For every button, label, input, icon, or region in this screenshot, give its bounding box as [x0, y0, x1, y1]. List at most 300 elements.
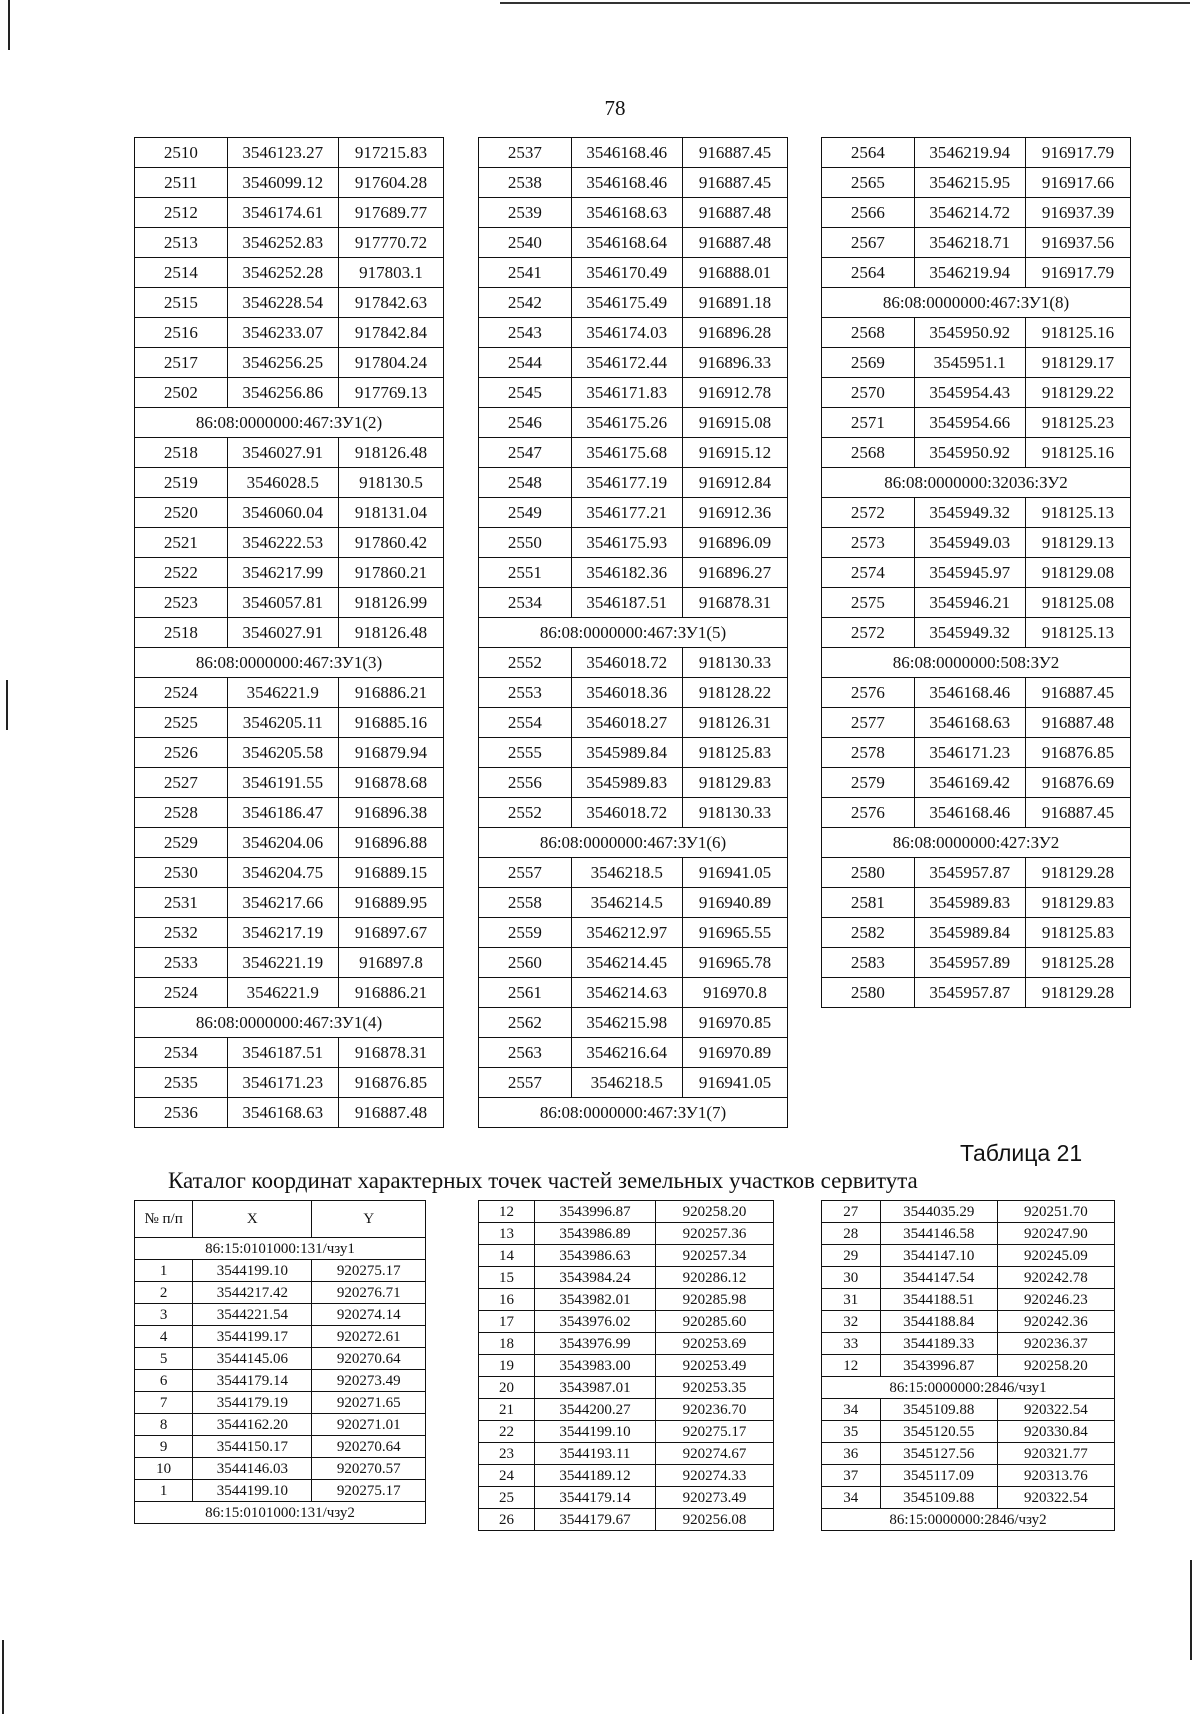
coordinate-row	[479, 1487, 774, 1509]
point-number: 2524	[135, 978, 228, 1008]
coordinate-row	[479, 858, 788, 888]
coordinate-row	[135, 168, 444, 198]
y-coordinate: 916878.31	[682, 588, 787, 618]
y-coordinate: 920285.60	[655, 1311, 773, 1333]
coordinate-row	[479, 1223, 774, 1245]
y-coordinate: 920285.98	[655, 1289, 773, 1311]
coordinate-row	[479, 1267, 774, 1289]
x-coordinate: 3546218.5	[571, 1068, 682, 1098]
point-number: 34	[822, 1487, 881, 1509]
coordinate-row	[479, 168, 788, 198]
parcel-id: 86:08:0000000:467:ЗУ1(3)	[135, 648, 444, 678]
parcel-header-row	[479, 828, 788, 858]
x-coordinate: 3546171.23	[227, 1068, 338, 1098]
margin-line	[1190, 1560, 1192, 1660]
coordinate-row	[479, 1421, 774, 1443]
y-coordinate: 916917.79	[1025, 138, 1130, 168]
point-number: 2564	[822, 258, 915, 288]
coordinate-row	[135, 1370, 426, 1392]
x-coordinate: 3544145.06	[193, 1348, 312, 1370]
coordinate-row	[135, 438, 444, 468]
y-coordinate: 916876.85	[1025, 738, 1130, 768]
x-coordinate: 3546214.5	[571, 888, 682, 918]
point-number: 2539	[479, 198, 572, 228]
point-number: 2575	[822, 588, 915, 618]
y-coordinate: 917804.24	[338, 348, 443, 378]
parcel-header-row	[135, 1008, 444, 1038]
x-coordinate: 3546222.53	[227, 528, 338, 558]
y-coordinate: 916965.78	[682, 948, 787, 978]
x-coordinate: 3545127.56	[880, 1443, 997, 1465]
y-coordinate: 918125.08	[1025, 588, 1130, 618]
point-number: 2536	[135, 1098, 228, 1128]
x-coordinate: 3544217.42	[193, 1282, 312, 1304]
parcel-id: 86:15:0000000:2846/чзу2	[822, 1509, 1115, 1531]
point-number: 27	[822, 1201, 881, 1223]
x-coordinate: 3543976.99	[535, 1333, 656, 1355]
point-number: 2561	[479, 978, 572, 1008]
x-coordinate: 3545109.88	[880, 1399, 997, 1421]
point-number: 2579	[822, 768, 915, 798]
coordinate-row	[135, 738, 444, 768]
x-coordinate: 3546221.9	[227, 678, 338, 708]
x-coordinate: 3546168.64	[571, 228, 682, 258]
point-number: 2534	[479, 588, 572, 618]
y-coordinate: 920256.08	[655, 1509, 773, 1531]
x-coordinate: 3546123.27	[227, 138, 338, 168]
point-number: 2533	[135, 948, 228, 978]
point-number: 10	[135, 1458, 193, 1480]
coordinate-row	[479, 1465, 774, 1487]
y-coordinate: 920253.35	[655, 1377, 773, 1399]
x-coordinate: 3546018.72	[571, 648, 682, 678]
coordinate-row	[479, 768, 788, 798]
y-coordinate: 918126.31	[682, 708, 787, 738]
point-number: 2528	[135, 798, 228, 828]
y-coordinate: 916915.08	[682, 408, 787, 438]
point-number: 2534	[135, 1038, 228, 1068]
point-number: 2556	[479, 768, 572, 798]
y-coordinate: 916876.85	[338, 1068, 443, 1098]
point-number: 2576	[822, 798, 915, 828]
point-number: 2558	[479, 888, 572, 918]
y-coordinate: 918129.28	[1025, 978, 1130, 1008]
x-coordinate: 3546204.06	[227, 828, 338, 858]
parcel-id: 86:08:0000000:32036:ЗУ2	[822, 468, 1131, 498]
coordinate-row	[479, 798, 788, 828]
coords-table-3	[821, 137, 1131, 1008]
parcel-header-row	[822, 828, 1131, 858]
x-coordinate: 3545949.32	[914, 498, 1025, 528]
x-coordinate: 3546168.46	[914, 798, 1025, 828]
y-coordinate: 916941.05	[682, 858, 787, 888]
point-number: 2502	[135, 378, 228, 408]
point-number: 35	[822, 1421, 881, 1443]
coordinate-row	[822, 588, 1131, 618]
y-coordinate: 916917.79	[1025, 258, 1130, 288]
coordinate-row	[135, 138, 444, 168]
x-coordinate: 3544200.27	[535, 1399, 656, 1421]
coordinate-row	[479, 1289, 774, 1311]
x-coordinate: 3546228.54	[227, 288, 338, 318]
coordinate-row	[135, 1458, 426, 1480]
y-coordinate: 918129.17	[1025, 348, 1130, 378]
x-coordinate: 3546187.51	[227, 1038, 338, 1068]
coordinate-row	[822, 978, 1131, 1008]
x-coordinate: 3545989.84	[571, 738, 682, 768]
x-coordinate: 3546205.11	[227, 708, 338, 738]
parcel-header-row	[822, 1509, 1115, 1531]
point-number: 2582	[822, 918, 915, 948]
x-coordinate: 3546171.23	[914, 738, 1025, 768]
point-number: 2544	[479, 348, 572, 378]
coordinate-row	[822, 528, 1131, 558]
y-coordinate: 920286.12	[655, 1267, 773, 1289]
coordinate-row	[479, 1355, 774, 1377]
point-number: 2513	[135, 228, 228, 258]
x-coordinate: 3546214.63	[571, 978, 682, 1008]
point-number: 2565	[822, 168, 915, 198]
point-number: 2	[135, 1282, 193, 1304]
coordinate-row	[135, 498, 444, 528]
coordinate-row	[479, 138, 788, 168]
point-number: 2570	[822, 378, 915, 408]
y-coordinate: 920236.70	[655, 1399, 773, 1421]
x-coordinate: 3544162.20	[193, 1414, 312, 1436]
x-coordinate: 3546171.83	[571, 378, 682, 408]
x-coordinate: 3544146.58	[880, 1223, 997, 1245]
x-coordinate: 3546221.19	[227, 948, 338, 978]
y-coordinate: 916970.8	[682, 978, 787, 1008]
point-number: 2521	[135, 528, 228, 558]
x-coordinate: 3546028.5	[227, 468, 338, 498]
x-coordinate: 3546214.72	[914, 198, 1025, 228]
parcel-id: 86:08:0000000:467:ЗУ1(5)	[479, 618, 788, 648]
x-coordinate: 3546018.72	[571, 798, 682, 828]
x-coordinate: 3546215.98	[571, 1008, 682, 1038]
point-number: 2552	[479, 648, 572, 678]
x-coordinate: 3546212.97	[571, 918, 682, 948]
coordinate-row	[822, 1245, 1115, 1267]
y-coordinate: 916912.36	[682, 498, 787, 528]
point-number: 2520	[135, 498, 228, 528]
coordinate-row	[822, 1223, 1115, 1245]
parcel-header-row	[822, 1377, 1115, 1399]
point-number: 2547	[479, 438, 572, 468]
y-coordinate: 918129.22	[1025, 378, 1130, 408]
x-coordinate: 3546233.07	[227, 318, 338, 348]
y-coordinate: 920272.61	[312, 1326, 426, 1348]
coordinate-row	[135, 618, 444, 648]
coordinate-row	[822, 138, 1131, 168]
point-number: 29	[822, 1245, 881, 1267]
y-coordinate: 918126.99	[338, 588, 443, 618]
coordinate-row	[479, 198, 788, 228]
coordinate-row	[479, 648, 788, 678]
point-number: 2550	[479, 528, 572, 558]
point-number: 2557	[479, 858, 572, 888]
coordinate-row	[135, 468, 444, 498]
servitude-table-2	[478, 1200, 774, 1531]
y-coordinate: 916896.38	[338, 798, 443, 828]
y-coordinate: 916888.01	[682, 258, 787, 288]
point-number: 24	[479, 1465, 535, 1487]
point-number: 2514	[135, 258, 228, 288]
coordinate-row	[479, 948, 788, 978]
x-coordinate: 3546216.64	[571, 1038, 682, 1068]
x-coordinate: 3546168.46	[571, 138, 682, 168]
point-number: 2517	[135, 348, 228, 378]
y-coordinate: 918128.22	[682, 678, 787, 708]
x-coordinate: 3546256.86	[227, 378, 338, 408]
point-number: 2567	[822, 228, 915, 258]
point-number: 2571	[822, 408, 915, 438]
x-coordinate: 3546219.94	[914, 138, 1025, 168]
parcel-header-row	[135, 408, 444, 438]
x-coordinate: 3544199.10	[193, 1260, 312, 1282]
y-coordinate: 916970.85	[682, 1008, 787, 1038]
x-coordinate: 3543976.02	[535, 1311, 656, 1333]
x-coordinate: 3544179.14	[535, 1487, 656, 1509]
coordinate-row	[135, 678, 444, 708]
point-number: 2518	[135, 438, 228, 468]
x-coordinate: 3546217.19	[227, 918, 338, 948]
y-coordinate: 918126.48	[338, 618, 443, 648]
x-coordinate: 3546177.21	[571, 498, 682, 528]
point-number: 2535	[135, 1068, 228, 1098]
coordinate-row	[479, 888, 788, 918]
point-number: 2581	[822, 888, 915, 918]
header-row	[135, 1201, 426, 1238]
point-number: 32	[822, 1311, 881, 1333]
coordinate-row	[822, 198, 1131, 228]
point-number: 5	[135, 1348, 193, 1370]
coordinate-row	[822, 1201, 1115, 1223]
coordinate-row	[822, 948, 1131, 978]
coordinate-row	[822, 768, 1131, 798]
coordinate-row	[479, 498, 788, 528]
y-coordinate: 916897.8	[338, 948, 443, 978]
point-number: 2578	[822, 738, 915, 768]
y-coordinate: 918125.28	[1025, 948, 1130, 978]
y-coordinate: 916887.45	[682, 168, 787, 198]
y-coordinate: 916970.89	[682, 1038, 787, 1068]
coordinate-row	[479, 1443, 774, 1465]
parcel-id: 86:08:0000000:467:ЗУ1(8)	[822, 288, 1131, 318]
y-coordinate: 918125.16	[1025, 438, 1130, 468]
servitude-coordinate-table	[821, 1200, 1115, 1531]
parcel-id: 86:15:0101000:131/чзу1	[135, 1238, 426, 1260]
point-number: 2527	[135, 768, 228, 798]
column-header-number: № п/п	[135, 1201, 193, 1238]
x-coordinate: 3545989.84	[914, 918, 1025, 948]
point-number: 30	[822, 1267, 881, 1289]
point-number: 23	[479, 1443, 535, 1465]
x-coordinate: 3544179.67	[535, 1509, 656, 1531]
coordinate-row	[822, 1443, 1115, 1465]
coordinate-row	[135, 888, 444, 918]
coordinate-row	[479, 558, 788, 588]
coordinate-row	[479, 468, 788, 498]
x-coordinate: 3544147.54	[880, 1267, 997, 1289]
x-coordinate: 3546168.63	[227, 1098, 338, 1128]
point-number: 36	[822, 1443, 881, 1465]
coordinate-row	[135, 1282, 426, 1304]
x-coordinate: 3543982.01	[535, 1289, 656, 1311]
coordinate-row	[135, 348, 444, 378]
coordinate-row	[822, 1267, 1115, 1289]
coordinate-row	[822, 378, 1131, 408]
y-coordinate: 917860.21	[338, 558, 443, 588]
point-number: 34	[822, 1399, 881, 1421]
x-coordinate: 3546174.61	[227, 198, 338, 228]
coordinate-row	[135, 1414, 426, 1436]
y-coordinate: 920246.23	[997, 1289, 1114, 1311]
parcel-id: 86:08:0000000:467:ЗУ1(4)	[135, 1008, 444, 1038]
coordinate-row	[135, 198, 444, 228]
point-number: 2537	[479, 138, 572, 168]
x-coordinate: 3546217.99	[227, 558, 338, 588]
point-number: 2562	[479, 1008, 572, 1038]
coordinate-row	[479, 1245, 774, 1267]
x-coordinate: 3546205.58	[227, 738, 338, 768]
y-coordinate: 916917.66	[1025, 168, 1130, 198]
coordinate-row	[822, 918, 1131, 948]
parcel-id: 86:15:0101000:131/чзу2	[135, 1502, 426, 1524]
parcel-id: 86:15:0000000:2846/чзу1	[822, 1377, 1115, 1399]
coordinate-row	[135, 828, 444, 858]
point-number: 2545	[479, 378, 572, 408]
point-number: 12	[479, 1201, 535, 1223]
y-coordinate: 920274.67	[655, 1443, 773, 1465]
y-coordinate: 920257.34	[655, 1245, 773, 1267]
coordinate-row	[479, 1201, 774, 1223]
coordinate-row	[479, 918, 788, 948]
coordinate-row	[822, 1487, 1115, 1509]
x-coordinate: 3545950.92	[914, 438, 1025, 468]
y-coordinate: 920275.17	[312, 1260, 426, 1282]
y-coordinate: 916886.21	[338, 978, 443, 1008]
x-coordinate: 3546214.45	[571, 948, 682, 978]
x-coordinate: 3546218.5	[571, 858, 682, 888]
parcel-id: 86:08:0000000:467:ЗУ1(6)	[479, 828, 788, 858]
point-number: 2580	[822, 978, 915, 1008]
point-number: 2572	[822, 618, 915, 648]
y-coordinate: 916876.69	[1025, 768, 1130, 798]
x-coordinate: 3545120.55	[880, 1421, 997, 1443]
coords-table-1	[134, 137, 444, 1128]
coordinate-row	[479, 528, 788, 558]
point-number: 2510	[135, 138, 228, 168]
x-coordinate: 3546182.36	[571, 558, 682, 588]
point-number: 2569	[822, 348, 915, 378]
y-coordinate: 918129.13	[1025, 528, 1130, 558]
coordinate-row	[479, 258, 788, 288]
y-coordinate: 920257.36	[655, 1223, 773, 1245]
x-coordinate: 3545957.87	[914, 978, 1025, 1008]
y-coordinate: 920275.17	[312, 1480, 426, 1502]
y-coordinate: 920236.37	[997, 1333, 1114, 1355]
point-number: 18	[479, 1333, 535, 1355]
y-coordinate: 917842.63	[338, 288, 443, 318]
x-coordinate: 3546175.49	[571, 288, 682, 318]
point-number: 2523	[135, 588, 228, 618]
y-coordinate: 916886.21	[338, 678, 443, 708]
point-number: 2576	[822, 678, 915, 708]
coordinate-row	[135, 708, 444, 738]
coordinate-row	[479, 348, 788, 378]
coordinate-row	[135, 558, 444, 588]
coordinate-row	[479, 1311, 774, 1333]
catalog-title: Каталог координат характерных точек частей земельных участков сервитута	[168, 1168, 918, 1193]
coordinate-row	[822, 348, 1131, 378]
x-coordinate: 3546027.91	[227, 618, 338, 648]
point-number: 2572	[822, 498, 915, 528]
x-coordinate: 3546252.28	[227, 258, 338, 288]
coordinate-table	[134, 137, 444, 1128]
parcel-id: 86:08:0000000:427:ЗУ2	[822, 828, 1131, 858]
x-coordinate: 3546219.94	[914, 258, 1025, 288]
y-coordinate: 916915.12	[682, 438, 787, 468]
coordinate-row	[135, 1304, 426, 1326]
column-header-y: Y	[312, 1201, 426, 1238]
x-coordinate: 3546186.47	[227, 798, 338, 828]
point-number: 2574	[822, 558, 915, 588]
y-coordinate: 916937.56	[1025, 228, 1130, 258]
x-coordinate: 3545117.09	[880, 1465, 997, 1487]
y-coordinate: 918126.48	[338, 438, 443, 468]
x-coordinate: 3544199.10	[193, 1480, 312, 1502]
y-coordinate: 916891.18	[682, 288, 787, 318]
point-number: 2524	[135, 678, 228, 708]
point-number: 2557	[479, 1068, 572, 1098]
y-coordinate: 920273.49	[655, 1487, 773, 1509]
point-number: 2515	[135, 288, 228, 318]
x-coordinate: 3543986.63	[535, 1245, 656, 1267]
y-coordinate: 916896.33	[682, 348, 787, 378]
margin-line	[2, 1640, 4, 1714]
y-coordinate: 920321.77	[997, 1443, 1114, 1465]
y-coordinate: 916887.45	[682, 138, 787, 168]
point-number: 9	[135, 1436, 193, 1458]
point-number: 2529	[135, 828, 228, 858]
point-number: 37	[822, 1465, 881, 1487]
y-coordinate: 917215.83	[338, 138, 443, 168]
y-coordinate: 920247.90	[997, 1223, 1114, 1245]
coordinate-row	[822, 708, 1131, 738]
y-coordinate: 917604.28	[338, 168, 443, 198]
y-coordinate: 916896.27	[682, 558, 787, 588]
x-coordinate: 3544150.17	[193, 1436, 312, 1458]
x-coordinate: 3546175.26	[571, 408, 682, 438]
y-coordinate: 916896.09	[682, 528, 787, 558]
point-number: 2560	[479, 948, 572, 978]
coordinate-row	[479, 678, 788, 708]
x-coordinate: 3545951.1	[914, 348, 1025, 378]
servitude-coordinate-table	[134, 1200, 426, 1524]
point-number: 13	[479, 1223, 535, 1245]
coordinate-table	[478, 137, 788, 1128]
x-coordinate: 3543996.87	[535, 1201, 656, 1223]
x-coordinate: 3545949.03	[914, 528, 1025, 558]
point-number: 2566	[822, 198, 915, 228]
coordinate-row	[822, 258, 1131, 288]
y-coordinate: 920270.57	[312, 1458, 426, 1480]
y-coordinate: 916887.48	[1025, 708, 1130, 738]
y-coordinate: 918125.83	[1025, 918, 1130, 948]
point-number: 2549	[479, 498, 572, 528]
y-coordinate: 916912.78	[682, 378, 787, 408]
